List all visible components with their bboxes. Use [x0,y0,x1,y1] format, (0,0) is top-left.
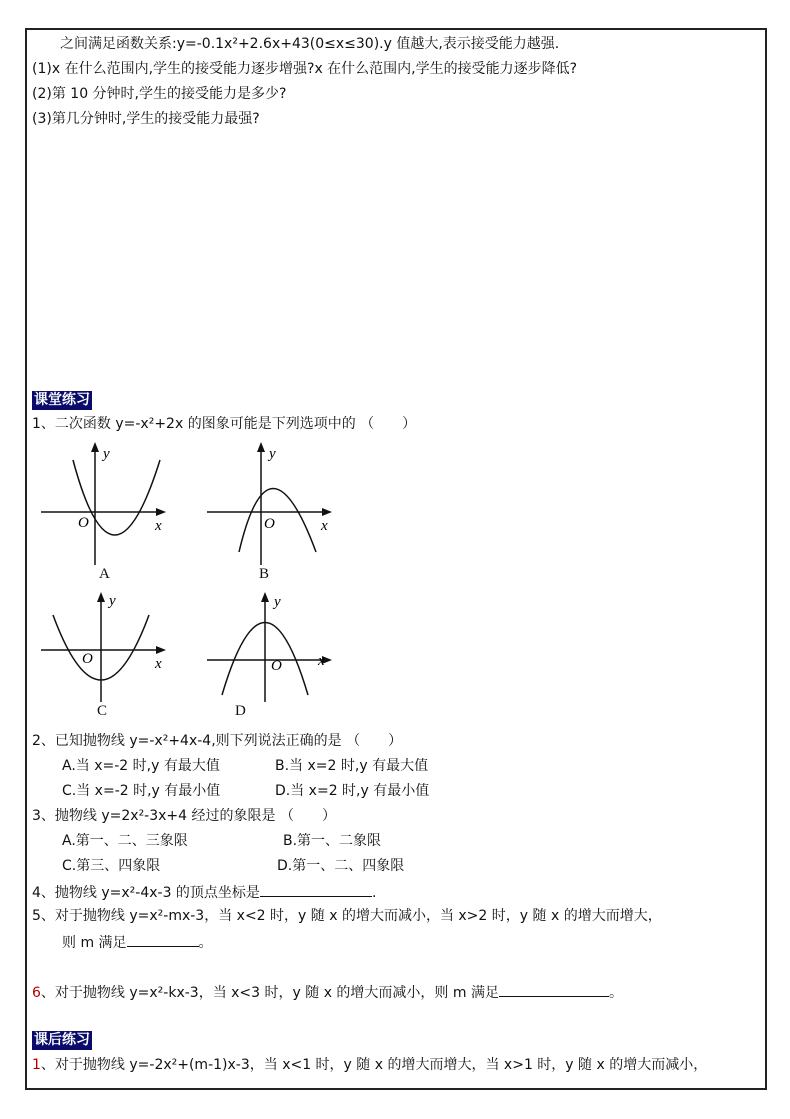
graph-b [204,440,339,570]
problem-2-option-b: B.当 x=2 时,y 有最大值 [275,758,429,774]
graph-a-x-arrow [156,508,166,516]
graph-b-x-label: x [321,518,328,534]
problem-1-stem: 1、二次函数 y=-x²+2x 的图象可能是下列选项中的 （ ） [32,416,417,432]
graph-c-caption: C [97,703,108,719]
question-1: (1)x 在什么范围内,学生的接受能力逐步增强?x 在什么范围内,学生的接受能力逐步降低? [32,61,578,77]
problem-4 [32,882,376,902]
section-heading-homework: 课后练习 [34,1032,90,1048]
graph-a-y-arrow [91,442,99,452]
problem-5-period: 。 [198,935,213,951]
problem-2-option-d: D.当 x=2 时,y 有最小值 [275,783,430,799]
question-2: (2)第 10 分钟时,学生的接受能力是多少? [32,86,287,102]
graph-b-y-label: y [269,446,276,462]
graph-b-caption: B [259,566,270,582]
problem-2-option-a: A.当 x=-2 时,y 有最大值 [62,758,220,774]
problem-3-option-d: D.第一、二、四象限 [277,858,405,874]
graph-c [38,590,173,705]
graph-a-origin: O [78,515,89,531]
graph-b-y-arrow [257,442,265,452]
graph-c-origin: O [82,651,93,667]
graph-d-x-label: x [318,653,325,669]
intro-line: 之间满足函数关系:y=-0.1x²+2.6x+43(0≤x≤30).y 值越大,表示接受能力越强. [60,36,560,52]
graph-a-caption: A [99,566,110,582]
problem-2-option-c: C.当 x=-2 时,y 有最小值 [62,783,221,799]
graph-b-x-arrow [322,508,332,516]
problem-5-text: 则 m 满足 [62,935,127,951]
homework-1-text: 、对于抛物线 y=-2x²+(m-1)x-3，当 x<1 时，y 随 x 的增大而增大，当 x>1 时，y 随 x 的增大而减小， [40,1057,708,1073]
problem-6-number: 6 [32,985,41,1001]
problem-5-line-2 [62,932,213,952]
graph-c-y-label: y [109,593,116,609]
question-3: (3)第几分钟时,学生的接受能力最强? [32,111,260,127]
problem-5-line-1: 5、对于抛物线 y=x²-mx-3，当 x<2 时，y 随 x 的增大而减小，当 x>2 时，y 随 x 的增大而增大， [32,908,662,924]
graph-a [38,440,173,570]
problem-3-option-a: A.第一、二、三象限 [62,833,188,849]
problem-3-stem: 3、抛物线 y=2x²-3x+4 经过的象限是 （ ） [32,808,336,824]
problem-5-blank[interactable] [127,932,199,947]
problem-2-stem: 2、已知抛物线 y=-x²+4x-4,则下列说法正确的是 （ ） [32,733,403,749]
problem-3-option-c: C.第三、四象限 [62,858,161,874]
graph-d-origin: O [271,658,282,674]
problem-6-blank[interactable] [499,982,609,997]
graph-a-x-label: x [155,518,162,534]
graph-d [204,590,339,705]
homework-1 [32,1056,707,1074]
graph-b-curve [239,489,316,553]
problem-6 [32,982,623,1002]
graph-c-x-arrow [156,646,166,654]
graph-d-y-arrow [261,592,269,602]
graph-d-caption: D [235,703,246,719]
graph-c-y-arrow [97,592,105,602]
problem-4-text: 4、抛物线 y=x²-4x-3 的顶点坐标是 [32,885,260,901]
problem-6-text: 、对于抛物线 y=x²-kx-3，当 x<3 时，y 随 x 的增大而减小，则 m 满足 [40,985,499,1001]
graph-b-origin: O [264,516,275,532]
problem-3-option-b: B.第一、二象限 [283,833,382,849]
graph-a-y-label: y [103,446,110,462]
graph-d-y-label: y [274,594,281,610]
problem-4-blank[interactable] [260,882,372,897]
problem-4-period: . [371,885,377,901]
graph-c-x-label: x [155,656,162,672]
problem-6-period: 。 [608,985,623,1001]
homework-1-number: 1 [32,1057,41,1073]
section-heading-classwork: 课堂练习 [34,392,90,408]
